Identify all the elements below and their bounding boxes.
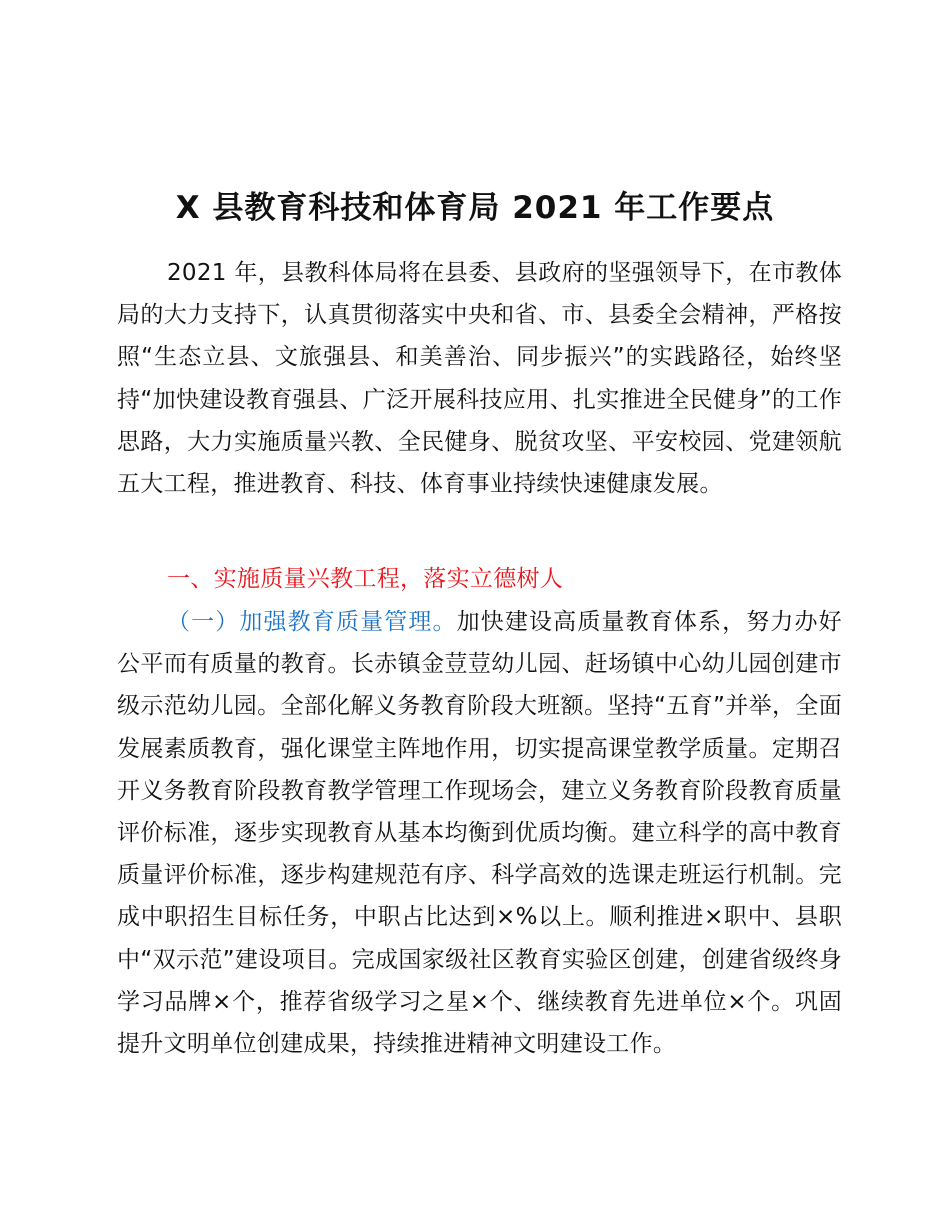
subsection-paragraph	[117, 601, 842, 1065]
section-heading: 一、实施质量兴教工程，落实立德树人	[167, 566, 564, 592]
document-title: X 县教育科技和体育局 2021 年工作要点	[175, 190, 775, 226]
intro-paragraph: 2021 年，县教科体局将在县委、县政府的坚强领导下，在市教体局的大力支持下，认真贯彻落实中央和省、市、县委全会精神，严格按照“生态立县、文旅强县、和美善治、同步振兴”的实践路径，始终坚持“加快建设教育强县、广泛开展科技应用、扎实推进全民健身”的工作思路，大力实施质量兴教、全民健身、脱贫攻坚、平安校园、党建领航五大工程，推进教育、科技、体育事业持续快速健康发展。	[117, 260, 842, 498]
subsection-heading: （一）加强教育质量管理。	[167, 609, 457, 635]
subsection-body: 加快建设高质量教育体系，努力办好公平而有质量的教育。长赤镇金荳荳幼儿园、赶场镇中心幼儿园创建市级示范幼儿园。全部化解义务教育阶段大班额。坚持“五育”并举，全面发展素质教育，强化课堂主阵地作用，切实提高课堂教学质量。定期召开义务教育阶段教育教学管理工作现场会，建立义务教育阶段教育质量评价标准，逐步实现教育从基本均衡到优质均衡。建立科学的高中教育质量评价标准，逐步构建规范有序、科学高效的选课走班运行机制。完成中职招生目标任务，中职占比达到×%以上。顺利推进×职中、县职中“双示范”建设项目。完成国家级社区教育实验区创建，创建省级终身学习品牌×个，推荐省级学习之星×个、继续教育先进单位×个。巩固提升文明单位创建成果，持续推进精神文明建设工作。	[117, 609, 842, 1058]
